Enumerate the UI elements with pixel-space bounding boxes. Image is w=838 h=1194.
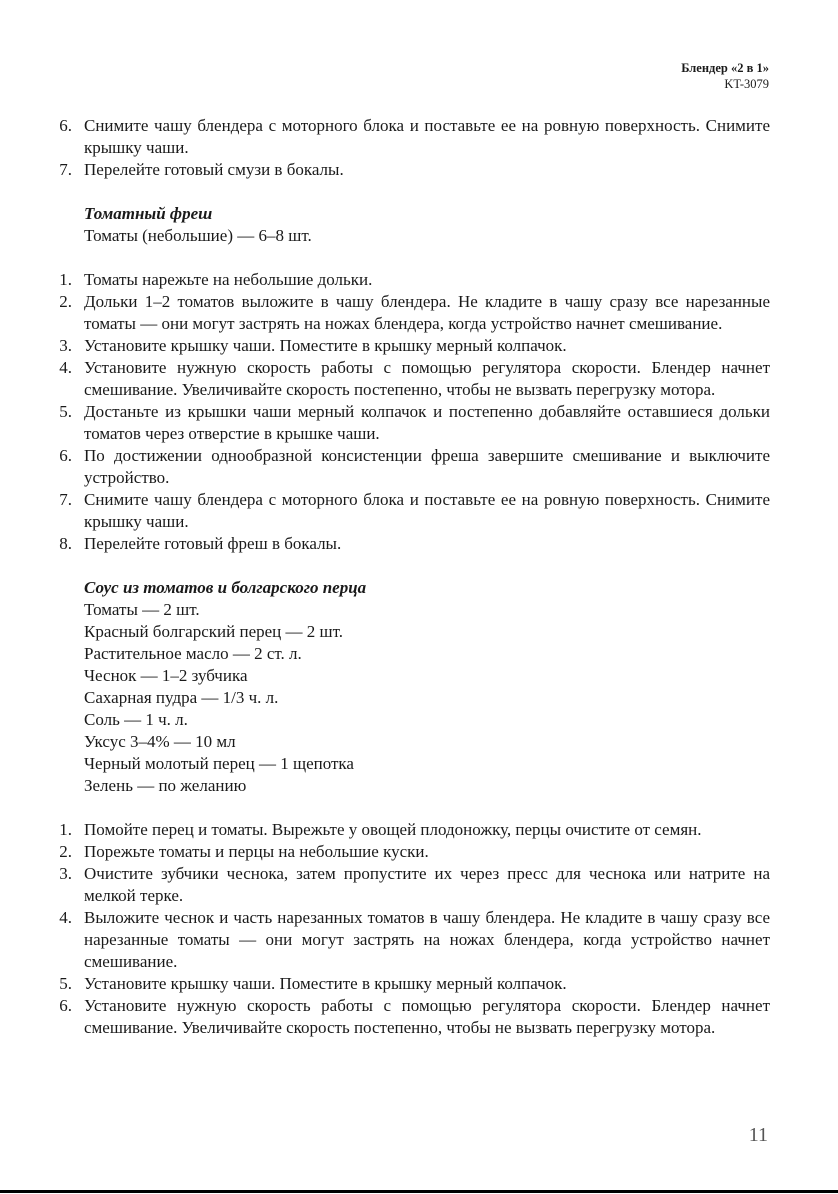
step-text: Томаты нарежьте на небольшие дольки. bbox=[84, 270, 373, 289]
list-item bbox=[52, 335, 770, 357]
ingredients-list bbox=[84, 225, 770, 247]
step-text: Дольки 1–2 томатов выложите в чашу блендера. Не кладите в чашу сразу все нарезанные томаты — они могут застрять на ножах блендера, когда устройство начнет смешивание. bbox=[84, 292, 770, 333]
spacer bbox=[52, 181, 770, 203]
ingredient-item: Томаты — 2 шт. bbox=[84, 600, 200, 619]
step-text: Очистите зубчики чеснока, затем пропустите их через пресс для чеснока или натрите на мелкой терке. bbox=[84, 864, 770, 905]
page-content bbox=[52, 115, 770, 1039]
list-item bbox=[52, 489, 770, 533]
list-item bbox=[52, 445, 770, 489]
step-number: 7. bbox=[59, 160, 72, 179]
step-number: 1. bbox=[59, 270, 72, 289]
step-number: 2. bbox=[59, 292, 72, 311]
page-number: 11 bbox=[748, 1124, 768, 1146]
list-item bbox=[52, 533, 770, 555]
recipe-sauce-steps bbox=[52, 819, 770, 1039]
list-item bbox=[52, 819, 770, 841]
step-text: Порежьте томаты и перцы на небольшие куски. bbox=[84, 842, 429, 861]
ingredient-item: Чеснок — 1–2 зубчика bbox=[84, 666, 248, 685]
step-text: Снимите чашу блендера с моторного блока и поставьте ее на ровную поверхность. Снимите крышку чаши. bbox=[84, 116, 770, 157]
step-number: 5. bbox=[59, 974, 72, 993]
ingredients-list bbox=[84, 599, 770, 797]
step-number: 2. bbox=[59, 842, 72, 861]
ingredient-item: Растительное масло — 2 ст. л. bbox=[84, 644, 302, 663]
list-item bbox=[52, 863, 770, 907]
step-text: Перелейте готовый фреш в бокалы. bbox=[84, 534, 342, 553]
recipe-title: Томатный фреш bbox=[84, 204, 213, 223]
recipe-tomato-juice-steps bbox=[52, 269, 770, 555]
list-item bbox=[52, 401, 770, 445]
step-number: 4. bbox=[59, 908, 72, 927]
step-text: Установите нужную скорость работы с помощью регулятора скорости. Блендер начнет смешивание. Увеличивайте скорость постепенно, чтобы не вызвать перегрузку мотора. bbox=[84, 358, 770, 399]
spacer bbox=[52, 555, 770, 577]
ingredient-item: Уксус 3–4% — 10 мл bbox=[84, 732, 236, 751]
step-number: 3. bbox=[59, 336, 72, 355]
step-number: 3. bbox=[59, 864, 72, 883]
step-text: Перелейте готовый смузи в бокалы. bbox=[84, 160, 344, 179]
spacer bbox=[52, 797, 770, 819]
ingredient-item: Сахарная пудра — 1/3 ч. л. bbox=[84, 688, 279, 707]
step-text: Установите крышку чаши. Поместите в крышку мерный колпачок. bbox=[84, 336, 567, 355]
ingredient-item: Зелень — по желанию bbox=[84, 776, 247, 795]
recipe-tomato-pepper-sauce bbox=[52, 577, 770, 797]
step-number: 6. bbox=[59, 996, 72, 1015]
running-header bbox=[681, 60, 769, 92]
spacer bbox=[52, 247, 770, 269]
header-model-code: KT-3079 bbox=[724, 77, 769, 91]
bottom-rule bbox=[0, 1190, 838, 1193]
ingredient-item: Томаты (небольшие) — 6–8 шт. bbox=[84, 226, 312, 245]
list-item bbox=[52, 159, 770, 181]
recipe-title: Соус из томатов и болгарского перца bbox=[84, 578, 367, 597]
ingredient-item: Черный молотый перец — 1 щепотка bbox=[84, 754, 354, 773]
step-number: 4. bbox=[59, 358, 72, 377]
step-text: Снимите чашу блендера с моторного блока и поставьте ее на ровную поверхность. Снимите крышку чаши. bbox=[84, 490, 770, 531]
step-number: 6. bbox=[59, 116, 72, 135]
step-text: Установите нужную скорость работы с помощью регулятора скорости. Блендер начнет смешивание. Увеличивайте скорость постепенно, чтобы не вызвать перегрузку мотора. bbox=[84, 996, 770, 1037]
intro-steps-list bbox=[52, 115, 770, 181]
list-item bbox=[52, 357, 770, 401]
step-number: 6. bbox=[59, 446, 72, 465]
ingredient-item: Соль — 1 ч. л. bbox=[84, 710, 188, 729]
header-product-title: Блендер «2 в 1» bbox=[681, 61, 769, 75]
recipe-tomato-juice bbox=[52, 203, 770, 247]
step-number: 5. bbox=[59, 402, 72, 421]
list-item bbox=[52, 973, 770, 995]
step-number: 1. bbox=[59, 820, 72, 839]
step-number: 8. bbox=[59, 534, 72, 553]
step-text: Выложите чеснок и часть нарезанных томатов в чашу блендера. Не кладите в чашу сразу все нарезанные томаты — они могут застрять на ножах блендера, когда устройство начнет смешивание. bbox=[84, 908, 770, 971]
list-item bbox=[52, 907, 770, 973]
list-item bbox=[52, 115, 770, 159]
step-text: Достаньте из крышки чаши мерный колпачок и постепенно добавляйте оставшиеся дольки томатов через отверстие в крышке чаши. bbox=[84, 402, 770, 443]
list-item bbox=[52, 291, 770, 335]
step-number: 7. bbox=[59, 490, 72, 509]
list-item bbox=[52, 269, 770, 291]
list-item bbox=[52, 841, 770, 863]
step-text: По достижении однообразной консистенции фреша завершите смешивание и выключите устройство. bbox=[84, 446, 770, 487]
list-item bbox=[52, 995, 770, 1039]
step-text: Установите крышку чаши. Поместите в крышку мерный колпачок. bbox=[84, 974, 567, 993]
step-text: Помойте перец и томаты. Вырежьте у овощей плодоножку, перцы очистите от семян. bbox=[84, 820, 702, 839]
ingredient-item: Красный болгарский перец — 2 шт. bbox=[84, 622, 344, 641]
